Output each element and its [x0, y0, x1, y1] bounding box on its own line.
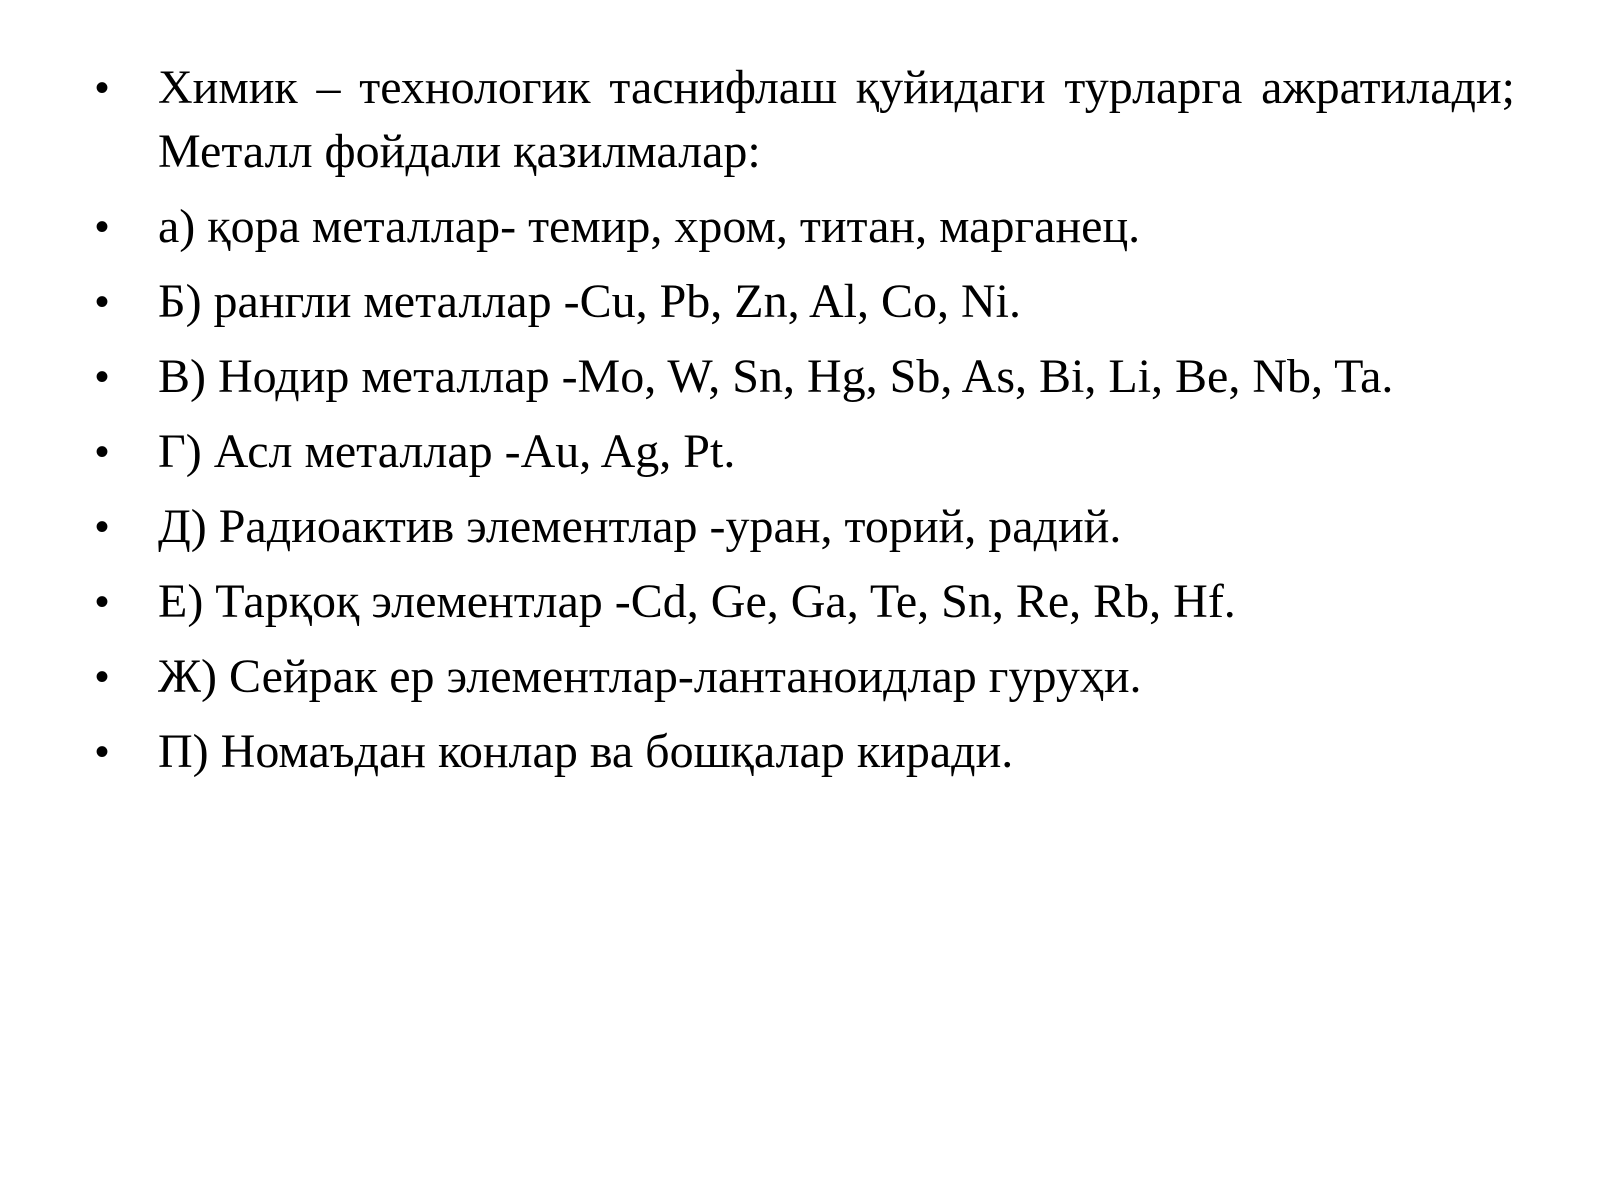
list-item-text: Химик – технологик таснифлаш қуйидаги турларга ажратилади; Металл фойдали қазилмалар: — [158, 61, 1515, 178]
bullet-icon: • — [95, 655, 110, 699]
bullet-icon: • — [95, 505, 110, 549]
list-item-text: Д) Радиоактив элементлар -уран, торий, радий. — [158, 500, 1122, 553]
bullet-icon: • — [95, 205, 110, 249]
list-item — [95, 270, 1515, 334]
list-item-text: П) Номаъдан конлар ва бошқалар киради. — [158, 725, 1014, 778]
list-item — [95, 645, 1515, 709]
bullet-icon: • — [95, 580, 110, 624]
list-item-text: а) қора металлар- темир, хром, титан, марганец. — [158, 200, 1141, 253]
list-item-text: Г) Асл металлар -Au, Ag, Pt. — [158, 425, 736, 478]
bullet-list — [95, 56, 1515, 795]
bullet-icon: • — [95, 730, 110, 774]
list-item — [95, 720, 1515, 784]
list-item-text: Е) Тарқоқ элементлар -Cd, Ge, Ga, Te, Sn, Re, Rb, Hf. — [158, 575, 1236, 628]
bullet-icon: • — [95, 280, 110, 324]
list-item-text: Ж) Сейрак ер элементлар-лантаноидлар гуруҳи. — [158, 650, 1142, 703]
list-item — [95, 420, 1515, 484]
list-item-text: В) Нодир металлар -Mo, W, Sn, Hg, Sb, As, Bi, Li, Be, Nb, Ta. — [158, 350, 1394, 403]
list-item — [95, 56, 1515, 184]
list-item — [95, 570, 1515, 634]
list-item — [95, 195, 1515, 259]
list-item — [95, 495, 1515, 559]
bullet-icon: • — [95, 430, 110, 474]
list-item — [95, 345, 1515, 409]
bullet-icon: • — [95, 66, 110, 110]
bullet-icon: • — [95, 355, 110, 399]
list-item-text: Б) рангли металлар -Cu, Pb, Zn, Al, Co, Ni. — [158, 275, 1021, 328]
